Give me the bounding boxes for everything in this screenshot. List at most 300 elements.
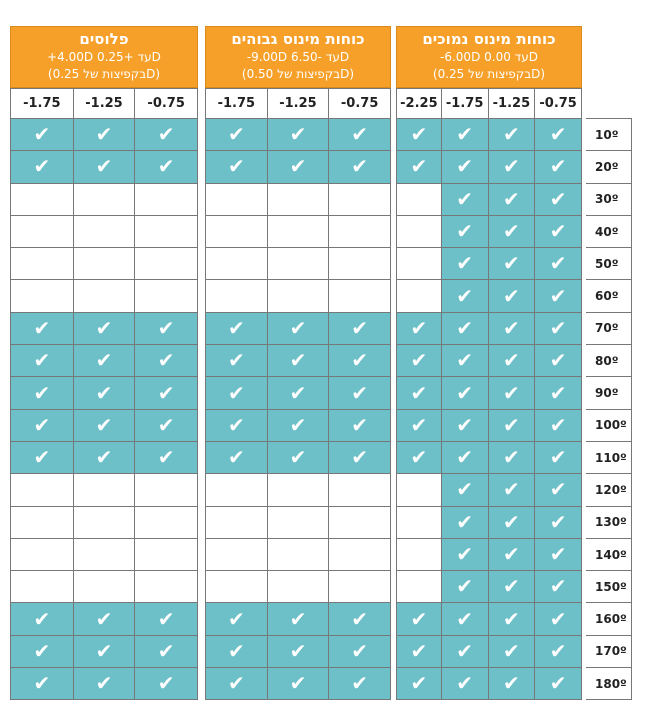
checkmark-icon: ✔ [227, 315, 245, 340]
checkmark-icon: ✔ [503, 348, 520, 373]
axis-label: 120º [586, 474, 631, 506]
checkmark-icon: ✔ [549, 154, 567, 179]
section-step: (בקפיצות של 0.25D) [432, 67, 546, 81]
checkmark-icon: ✔ [351, 315, 369, 340]
checkmark-icon: ✔ [410, 154, 428, 179]
cell-available [11, 668, 74, 700]
table-row [206, 312, 391, 344]
cell-empty [73, 506, 135, 538]
cell-available [73, 151, 135, 183]
section-low-minus [396, 26, 582, 700]
table-row [11, 215, 198, 247]
section-grid [10, 88, 198, 700]
checkmark-icon: ✔ [410, 315, 428, 340]
cell-available [11, 345, 74, 377]
cell-available [329, 151, 391, 183]
cell-available [535, 248, 582, 280]
cell-available [206, 635, 268, 667]
table-row [206, 151, 391, 183]
checkmark-icon: ✔ [157, 671, 175, 696]
cell-available [441, 441, 488, 473]
column-header: -1.25 [73, 89, 135, 119]
cell-available [397, 377, 442, 409]
cell-available [267, 377, 329, 409]
checkmark-icon: ✔ [351, 445, 369, 470]
checkmark-icon: ✔ [410, 122, 428, 147]
checkmark-icon: ✔ [456, 154, 474, 179]
cell-available [488, 409, 535, 441]
table-row [397, 280, 582, 312]
checkmark-icon: ✔ [503, 283, 520, 308]
cell-available [488, 215, 535, 247]
table-row [11, 506, 198, 538]
cell-empty [206, 183, 268, 215]
checkmark-icon: ✔ [95, 638, 113, 663]
section-title: פלוסים [79, 30, 129, 48]
checkmark-icon: ✔ [95, 122, 113, 147]
cell-available [206, 345, 268, 377]
cell-available [441, 280, 488, 312]
checkmark-icon: ✔ [227, 445, 245, 470]
cell-empty [11, 248, 74, 280]
table-row [206, 538, 391, 570]
cell-available [535, 506, 582, 538]
cell-available [267, 119, 329, 151]
checkmark-icon: ✔ [456, 477, 474, 502]
cell-available [397, 409, 442, 441]
cell-available [73, 345, 135, 377]
checkmark-icon: ✔ [157, 412, 175, 437]
cell-available [11, 409, 74, 441]
checkmark-icon: ✔ [33, 606, 51, 631]
checkmark-icon: ✔ [351, 122, 369, 147]
checkmark-icon: ✔ [351, 638, 369, 663]
checkmark-icon: ✔ [289, 606, 307, 631]
axis-label: 80º [586, 345, 631, 377]
table-row [397, 183, 582, 215]
checkmark-icon: ✔ [456, 574, 474, 599]
cell-available [11, 312, 74, 344]
checkmark-icon: ✔ [456, 542, 474, 566]
table-row [206, 215, 391, 247]
cell-available [397, 119, 442, 151]
axis-label: 100º [586, 409, 631, 441]
checkmark-icon: ✔ [549, 671, 567, 696]
cell-available [206, 119, 268, 151]
cell-empty [11, 280, 74, 312]
cell-available [488, 119, 535, 151]
checkmark-icon: ✔ [549, 638, 567, 663]
cell-available [441, 668, 488, 700]
axis-label: 50º [586, 248, 631, 280]
cell-available [535, 119, 582, 151]
cell-available [135, 668, 198, 700]
cell-empty [397, 215, 442, 247]
checkmark-icon: ✔ [95, 154, 113, 179]
checkmark-icon: ✔ [456, 283, 474, 308]
cell-available [397, 441, 442, 473]
checkmark-icon: ✔ [157, 606, 175, 631]
cell-empty [397, 538, 442, 570]
checkmark-icon: ✔ [456, 219, 474, 244]
checkmark-icon: ✔ [95, 671, 113, 696]
checkmark-icon: ✔ [456, 186, 474, 211]
cell-available [267, 345, 329, 377]
cell-available [267, 441, 329, 473]
cell-available [488, 151, 535, 183]
checkmark-icon: ✔ [549, 509, 567, 534]
checkmark-icon: ✔ [549, 219, 567, 244]
cell-available [329, 119, 391, 151]
checkmark-icon: ✔ [227, 412, 245, 437]
cell-empty [267, 506, 329, 538]
cell-available [73, 603, 135, 635]
checkmark-icon: ✔ [410, 671, 428, 696]
cell-available [535, 571, 582, 603]
cell-empty [329, 248, 391, 280]
section-step: (בקפיצות של 0.25D) [47, 67, 161, 81]
table-row [397, 441, 582, 473]
cell-available [441, 151, 488, 183]
top-link-fragment [0, 0, 200, 4]
cell-available [206, 312, 268, 344]
checkmark-icon: ✔ [157, 380, 175, 405]
section-high-minus [205, 26, 391, 700]
cell-available [535, 151, 582, 183]
table-row [11, 409, 198, 441]
checkmark-icon: ✔ [289, 671, 307, 696]
cell-available [135, 119, 198, 151]
axis-label: 10º [586, 119, 631, 151]
checkmark-icon: ✔ [227, 122, 245, 147]
axis-label: 40º [586, 215, 631, 247]
checkmark-icon: ✔ [503, 154, 520, 179]
cell-available [488, 571, 535, 603]
cell-available [267, 409, 329, 441]
table-row [397, 345, 582, 377]
axis-label: 60º [586, 280, 631, 312]
cell-available [535, 345, 582, 377]
checkmark-icon: ✔ [33, 122, 51, 147]
cell-empty [267, 474, 329, 506]
cell-empty [206, 474, 268, 506]
cell-empty [11, 538, 74, 570]
cell-empty [329, 506, 391, 538]
cell-empty [11, 183, 74, 215]
checkmark-icon: ✔ [549, 574, 567, 599]
table-row [206, 280, 391, 312]
table-row [206, 506, 391, 538]
cell-available [329, 345, 391, 377]
checkmark-icon: ✔ [351, 154, 369, 179]
cell-available [135, 409, 198, 441]
table-row [206, 603, 391, 635]
cell-available [488, 248, 535, 280]
cell-available [267, 151, 329, 183]
cell-empty [206, 215, 268, 247]
cell-empty [135, 248, 198, 280]
checkmark-icon: ✔ [456, 671, 474, 696]
checkmark-icon: ✔ [95, 348, 113, 373]
cell-available [135, 312, 198, 344]
column-header: -0.75 [535, 89, 582, 119]
checkmark-icon: ✔ [157, 445, 175, 470]
cell-available [397, 345, 442, 377]
checkmark-icon: ✔ [549, 122, 567, 147]
checkmark-icon: ✔ [227, 154, 245, 179]
checkmark-icon: ✔ [503, 509, 520, 534]
cell-empty [397, 506, 442, 538]
table-row [397, 312, 582, 344]
cell-available [73, 635, 135, 667]
checkmark-icon: ✔ [549, 315, 567, 340]
table-row [11, 538, 198, 570]
checkmark-icon: ✔ [549, 412, 567, 437]
cell-available [441, 248, 488, 280]
cell-available [11, 441, 74, 473]
axis-label: 70º [586, 312, 631, 344]
checkmark-icon: ✔ [289, 445, 307, 470]
checkmark-icon: ✔ [289, 380, 307, 405]
cell-empty [206, 248, 268, 280]
cell-available [441, 119, 488, 151]
checkmark-icon: ✔ [456, 509, 474, 534]
axis-label: 90º [586, 377, 631, 409]
cell-available [441, 474, 488, 506]
section-range: +4.00D עד +0.25D [47, 50, 161, 64]
checkmark-icon: ✔ [351, 348, 369, 373]
cell-available [488, 312, 535, 344]
cell-available [11, 119, 74, 151]
checkmark-icon: ✔ [95, 380, 113, 405]
cell-available [135, 345, 198, 377]
cell-empty [329, 474, 391, 506]
cell-empty [73, 280, 135, 312]
cell-empty [73, 474, 135, 506]
cell-available [441, 538, 488, 570]
table-row [397, 409, 582, 441]
cell-available [206, 441, 268, 473]
checkmark-icon: ✔ [410, 445, 428, 470]
section-grid [205, 88, 391, 700]
table-row [397, 635, 582, 667]
cell-available [397, 312, 442, 344]
cell-available [441, 345, 488, 377]
cell-empty [329, 215, 391, 247]
cell-empty [135, 538, 198, 570]
checkmark-icon: ✔ [157, 638, 175, 663]
cell-available [397, 151, 442, 183]
cell-available [535, 441, 582, 473]
cell-empty [73, 248, 135, 280]
cell-available [441, 377, 488, 409]
cell-available [73, 377, 135, 409]
column-header: -1.75 [441, 89, 488, 119]
section-step: (בקפיצות של 0.50D) [241, 67, 355, 81]
table-row [206, 345, 391, 377]
table-row [206, 441, 391, 473]
cell-available [73, 409, 135, 441]
cell-empty [73, 215, 135, 247]
section-header [10, 26, 198, 88]
checkmark-icon: ✔ [227, 348, 245, 373]
table-row [397, 119, 582, 151]
cell-available [329, 377, 391, 409]
table-row [11, 312, 198, 344]
section-grid [396, 88, 582, 700]
cell-available [535, 377, 582, 409]
cell-empty [73, 538, 135, 570]
section-header [205, 26, 391, 88]
table-row [206, 571, 391, 603]
checkmark-icon: ✔ [549, 606, 567, 631]
checkmark-icon: ✔ [456, 380, 474, 405]
cell-empty [135, 215, 198, 247]
cell-available [441, 183, 488, 215]
axis-label: 170º [586, 635, 631, 667]
axis-label: 130º [586, 506, 631, 538]
table-row [11, 119, 198, 151]
cell-available [329, 312, 391, 344]
checkmark-icon: ✔ [410, 380, 428, 405]
table-row [11, 571, 198, 603]
cell-available [535, 183, 582, 215]
table-row [397, 603, 582, 635]
cell-available [535, 668, 582, 700]
column-header: -1.25 [267, 89, 329, 119]
axis-label: 140º [586, 538, 631, 570]
table-row [11, 280, 198, 312]
cell-empty [267, 215, 329, 247]
checkmark-icon: ✔ [351, 412, 369, 437]
checkmark-icon: ✔ [289, 315, 307, 340]
cell-available [488, 474, 535, 506]
cell-available [267, 668, 329, 700]
checkmark-icon: ✔ [503, 315, 520, 340]
table-row [11, 248, 198, 280]
table-row [206, 474, 391, 506]
cell-empty [135, 506, 198, 538]
checkmark-icon: ✔ [456, 122, 474, 147]
table-row [397, 538, 582, 570]
cell-empty [135, 280, 198, 312]
table-row [397, 571, 582, 603]
axis-label: 150º [586, 571, 631, 603]
axis-label: 110º [586, 441, 631, 473]
checkmark-icon: ✔ [503, 380, 520, 405]
checkmark-icon: ✔ [456, 638, 474, 663]
checkmark-icon: ✔ [503, 574, 520, 599]
checkmark-icon: ✔ [289, 348, 307, 373]
table-row [11, 635, 198, 667]
cell-available [206, 603, 268, 635]
cell-empty [11, 571, 74, 603]
cell-available [535, 312, 582, 344]
cell-available [535, 280, 582, 312]
table-row [11, 377, 198, 409]
cell-available [267, 312, 329, 344]
checkmark-icon: ✔ [503, 477, 520, 502]
cell-available [397, 603, 442, 635]
cell-available [329, 635, 391, 667]
checkmark-icon: ✔ [503, 186, 520, 211]
cell-available [11, 377, 74, 409]
cell-available [441, 506, 488, 538]
cell-empty [397, 571, 442, 603]
cell-available [441, 635, 488, 667]
cell-available [397, 668, 442, 700]
cell-available [535, 538, 582, 570]
cell-available [135, 635, 198, 667]
table-row [11, 151, 198, 183]
cell-available [206, 377, 268, 409]
checkmark-icon: ✔ [157, 154, 175, 179]
cell-empty [11, 474, 74, 506]
column-header: -0.75 [135, 89, 198, 119]
cell-available [135, 603, 198, 635]
cell-empty [397, 474, 442, 506]
checkmark-icon: ✔ [503, 445, 520, 470]
cell-available [535, 635, 582, 667]
cell-empty [329, 538, 391, 570]
cell-available [135, 151, 198, 183]
checkmark-icon: ✔ [456, 315, 474, 340]
section-header [396, 26, 582, 88]
table-row [397, 668, 582, 700]
checkmark-icon: ✔ [227, 638, 245, 663]
table-row [206, 248, 391, 280]
checkmark-icon: ✔ [503, 251, 520, 276]
cell-available [488, 668, 535, 700]
checkmark-icon: ✔ [95, 412, 113, 437]
cell-empty [206, 506, 268, 538]
table-row [397, 506, 582, 538]
cell-available [441, 603, 488, 635]
checkmark-icon: ✔ [503, 606, 520, 631]
checkmark-icon: ✔ [33, 315, 51, 340]
cell-available [488, 538, 535, 570]
checkmark-icon: ✔ [289, 412, 307, 437]
table-row [11, 668, 198, 700]
checkmark-icon: ✔ [549, 542, 567, 566]
cell-empty [329, 183, 391, 215]
cell-available [11, 151, 74, 183]
table-row [206, 183, 391, 215]
cell-available [73, 119, 135, 151]
cell-available [488, 441, 535, 473]
checkmark-icon: ✔ [157, 348, 175, 373]
checkmark-icon: ✔ [549, 283, 567, 308]
checkmark-icon: ✔ [549, 251, 567, 276]
table-row [397, 248, 582, 280]
cell-empty [267, 248, 329, 280]
checkmark-icon: ✔ [95, 606, 113, 631]
table-row [206, 635, 391, 667]
cell-empty [267, 571, 329, 603]
section-plus-powers [10, 26, 198, 700]
cell-empty [11, 506, 74, 538]
cell-empty [135, 474, 198, 506]
table-row [11, 441, 198, 473]
table-row [397, 377, 582, 409]
cell-empty [267, 538, 329, 570]
cell-available [488, 345, 535, 377]
cell-available [441, 571, 488, 603]
column-header: -1.75 [206, 89, 268, 119]
checkmark-icon: ✔ [227, 380, 245, 405]
checkmark-icon: ✔ [549, 477, 567, 502]
cell-empty [135, 571, 198, 603]
